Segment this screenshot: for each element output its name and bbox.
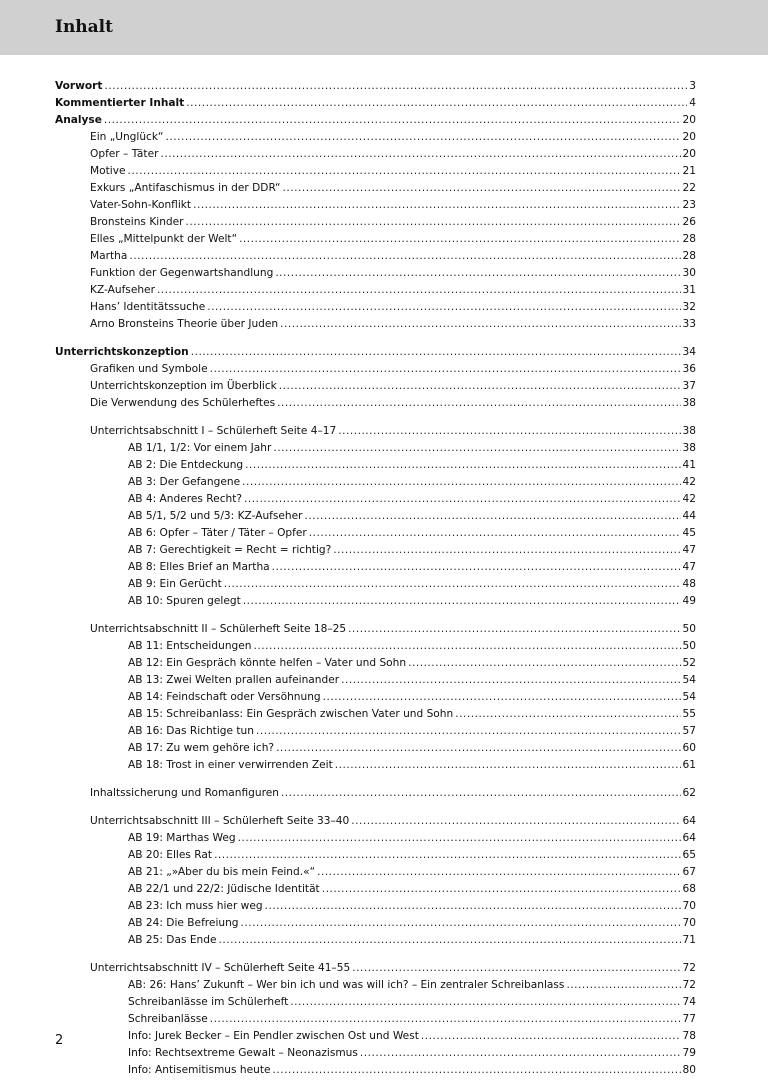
- toc-leader-dots: [279, 378, 681, 395]
- toc-leader-dots: [224, 576, 681, 593]
- toc-entry: [55, 316, 696, 333]
- toc-entry-title: AB 20: Elles Rat: [128, 849, 213, 861]
- toc-leader-dots: [408, 655, 680, 672]
- toc-entry-page: 64: [682, 832, 696, 844]
- toc-entry-page: 4: [689, 97, 696, 109]
- toc-entry: [55, 1028, 696, 1045]
- toc-entry: [55, 542, 696, 559]
- toc-entry-title: Martha: [90, 250, 128, 262]
- toc-entry-title: Schreibanlässe im Schülerheft: [128, 996, 289, 1008]
- toc-entry-title: Bronsteins Kinder: [90, 216, 184, 228]
- toc-leader-dots: [351, 813, 680, 830]
- toc-entry: [55, 757, 696, 774]
- toc-entry: [55, 1045, 696, 1062]
- toc-leader-dots: [273, 1062, 681, 1079]
- toc-leader-dots: [455, 706, 680, 723]
- toc-entry: [55, 559, 696, 576]
- toc-leader-dots: [275, 265, 680, 282]
- toc-leader-dots: [129, 248, 680, 265]
- toc-entry-page: 42: [682, 476, 696, 488]
- toc-entry-title: AB: 26: Hans’ Zukunft – Wer bin ich und was will ich? – Ein zentraler Schreibanlass: [128, 979, 565, 991]
- toc-entry-page: 20: [682, 114, 696, 126]
- toc-entry: [55, 1062, 696, 1079]
- toc-leader-dots: [322, 881, 681, 898]
- toc-leader-dots: [277, 395, 680, 412]
- toc-entry: [55, 265, 696, 282]
- toc-entry-page: 3: [689, 80, 696, 92]
- toc-entry-title: AB 23: Ich muss hier weg: [128, 900, 263, 912]
- toc-entry-title: AB 18: Trost in einer verwirrenden Zeit: [128, 759, 333, 771]
- toc-entry-page: 34: [682, 346, 696, 358]
- toc-entry-title: Inhaltssicherung und Romanfiguren: [90, 787, 279, 799]
- toc-entry: [55, 706, 696, 723]
- toc-entry-title: Unterrichtsabschnitt II – Schülerheft Seite 18–25: [90, 623, 347, 635]
- toc-entry: [55, 723, 696, 740]
- toc-entry-page: 28: [682, 233, 696, 245]
- toc-entry-page: 78: [682, 1030, 696, 1042]
- toc-entry: [55, 576, 696, 593]
- toc-entry-page: 38: [682, 397, 696, 409]
- toc-entry-title: Unterrichtsabschnitt I – Schülerheft Seite 4–17: [90, 425, 337, 437]
- toc-entry: [55, 231, 696, 248]
- toc-entry-page: 26: [682, 216, 696, 228]
- toc-entry: [55, 146, 696, 163]
- toc-entry: [55, 344, 696, 361]
- toc-entry-page: 80: [682, 1064, 696, 1076]
- toc-entry-title: AB 12: Ein Gespräch könnte helfen – Vater und Sohn: [128, 657, 407, 669]
- toc-entry-title: Info: Rechtsextreme Gewalt – Neonazismus: [128, 1047, 358, 1059]
- toc-leader-dots: [333, 542, 680, 559]
- toc-entry-title: AB 11: Entscheidungen: [128, 640, 252, 652]
- toc-entry: [55, 689, 696, 706]
- toc-leader-dots: [280, 316, 680, 333]
- toc-leader-dots: [214, 847, 680, 864]
- toc-entry: [55, 440, 696, 457]
- toc-entry-page: 37: [682, 380, 696, 392]
- toc-entry-title: Info: Antisemitismus heute: [128, 1064, 271, 1076]
- toc-entry: [55, 638, 696, 655]
- toc-entry-title: AB 4: Anderes Recht?: [128, 493, 243, 505]
- toc-leader-dots: [272, 559, 681, 576]
- toc-entry-page: 74: [682, 996, 696, 1008]
- toc-entry-page: 67: [682, 866, 696, 878]
- toc-entry: [55, 423, 696, 440]
- toc-entry: [55, 299, 696, 316]
- toc-leader-dots: [219, 932, 681, 949]
- toc-leader-dots: [273, 440, 680, 457]
- toc-entry: [55, 830, 696, 847]
- toc-leader-dots: [238, 830, 681, 847]
- toc-entry: [55, 593, 696, 610]
- toc-entry-title: Analyse: [55, 114, 102, 126]
- toc-entry: [55, 932, 696, 949]
- toc-entry-page: 22: [682, 182, 696, 194]
- toc-entry-page: 72: [682, 962, 696, 974]
- toc-leader-dots: [265, 898, 681, 915]
- toc-entry-title: AB 15: Schreibanlass: Ein Gespräch zwischen Vater und Sohn: [128, 708, 454, 720]
- toc-entry-title: AB 22/1 und 22/2: Jüdische Identität: [128, 883, 320, 895]
- toc-entry: [55, 491, 696, 508]
- toc-entry-page: 36: [682, 363, 696, 375]
- toc-entry-page: 28: [682, 250, 696, 262]
- toc-entry-page: 70: [682, 900, 696, 912]
- toc-entry: [55, 214, 696, 231]
- toc-entry-title: Info: Jurek Becker – Ein Pendler zwischen Ost und West: [128, 1030, 419, 1042]
- toc-leader-dots: [254, 638, 681, 655]
- toc-leader-dots: [186, 214, 681, 231]
- toc-leader-dots: [335, 757, 681, 774]
- toc-entry: [55, 282, 696, 299]
- toc-entry-page: 48: [682, 578, 696, 590]
- toc-entry-title: AB 9: Ein Gerücht: [128, 578, 222, 590]
- toc-entry-title: KZ-Aufseher: [90, 284, 155, 296]
- toc-entry-title: Ein „Unglück“: [90, 131, 164, 143]
- toc-leader-dots: [290, 994, 680, 1011]
- toc-entry-title: Kommentierter Inhalt: [55, 97, 185, 109]
- toc-entry-page: 38: [682, 425, 696, 437]
- toc-leader-dots: [338, 423, 680, 440]
- toc-entry: [55, 994, 696, 1011]
- toc-entry-page: 77: [682, 1013, 696, 1025]
- toc-entry-page: 20: [682, 148, 696, 160]
- page-header: [0, 0, 768, 55]
- toc-entry: [55, 95, 696, 112]
- toc-entry: [55, 395, 696, 412]
- toc-entry-page: 79: [682, 1047, 696, 1059]
- toc-entry-page: 21: [682, 165, 696, 177]
- toc-leader-dots: [241, 915, 681, 932]
- toc-entry-page: 44: [682, 510, 696, 522]
- toc-entry-title: Elles „Mittelpunkt der Welt“: [90, 233, 238, 245]
- toc-leader-dots: [421, 1028, 681, 1045]
- toc-entry: [55, 78, 696, 95]
- toc-entry-title: Grafiken und Symbole: [90, 363, 208, 375]
- toc-entry-title: Opfer – Täter: [90, 148, 159, 160]
- toc-entry: [55, 881, 696, 898]
- toc-leader-dots: [566, 977, 680, 994]
- toc-entry-page: 32: [682, 301, 696, 313]
- toc-leader-dots: [305, 508, 681, 525]
- toc-entry: [55, 915, 696, 932]
- toc-entry-page: 30: [682, 267, 696, 279]
- toc-entry: [55, 457, 696, 474]
- toc-entry: [55, 977, 696, 994]
- toc-leader-dots: [309, 525, 681, 542]
- toc-entry: [55, 112, 696, 129]
- toc-entry-page: 20: [682, 131, 696, 143]
- toc-leader-dots: [283, 180, 681, 197]
- toc-leader-dots: [186, 95, 687, 112]
- toc-entry: [55, 898, 696, 915]
- toc-entry-title: AB 16: Das Richtige tun: [128, 725, 254, 737]
- toc-entry-page: 45: [682, 527, 696, 539]
- toc-entry: [55, 847, 696, 864]
- toc-entry-title: Unterrichtsabschnitt IV – Schülerheft Seite 41–55: [90, 962, 351, 974]
- toc-entry-title: AB 10: Spuren gelegt: [128, 595, 241, 607]
- toc-entry-title: AB 6: Opfer – Täter / Täter – Opfer: [128, 527, 307, 539]
- toc-entry-page: 60: [682, 742, 696, 754]
- toc-entry-title: AB 8: Elles Brief an Martha: [128, 561, 270, 573]
- toc-leader-dots: [323, 689, 681, 706]
- toc-leader-dots: [207, 299, 680, 316]
- toc-entry-page: 50: [682, 640, 696, 652]
- toc-entry: [55, 508, 696, 525]
- toc-entry-title: Hans’ Identitätssuche: [90, 301, 206, 313]
- page-number: 2: [55, 1033, 64, 1048]
- toc-entry-title: AB 14: Feindschaft oder Versöhnung: [128, 691, 321, 703]
- toc-entry-title: Schreibanlässe: [128, 1013, 208, 1025]
- toc-leader-dots: [281, 785, 681, 802]
- toc-entry: [55, 960, 696, 977]
- toc-entry-title: AB 7: Gerechtigkeit = Recht = richtig?: [128, 544, 332, 556]
- toc-entry: [55, 474, 696, 491]
- toc-leader-dots: [157, 282, 681, 299]
- toc-entry-page: 62: [682, 787, 696, 799]
- toc-entry-page: 68: [682, 883, 696, 895]
- toc-entry-page: 54: [682, 691, 696, 703]
- toc-leader-dots: [276, 740, 680, 757]
- toc-leader-dots: [210, 1011, 681, 1028]
- toc-leader-dots: [348, 621, 680, 638]
- toc-entry-title: Vater-Sohn-Konflikt: [90, 199, 192, 211]
- toc-leader-dots: [191, 344, 681, 361]
- toc-leader-dots: [104, 78, 687, 95]
- toc-entry-page: 42: [682, 493, 696, 505]
- toc-entry-title: AB 1/1, 1/2: Vor einem Jahr: [128, 442, 272, 454]
- toc-leader-dots: [245, 457, 680, 474]
- toc-entry-page: 33: [682, 318, 696, 330]
- page-title: Inhalt: [55, 17, 113, 37]
- toc-leader-dots: [341, 672, 680, 689]
- toc-entry: [55, 864, 696, 881]
- toc-entry: [55, 378, 696, 395]
- toc-entry: [55, 361, 696, 378]
- toc-entry-page: 38: [682, 442, 696, 454]
- toc-entry: [55, 740, 696, 757]
- toc-entry-page: 64: [682, 815, 696, 827]
- toc-leader-dots: [239, 231, 680, 248]
- toc-entry-page: 41: [682, 459, 696, 471]
- toc-entry-page: 65: [682, 849, 696, 861]
- toc-entry-page: 54: [682, 674, 696, 686]
- toc-entry-title: AB 13: Zwei Welten prallen aufeinander: [128, 674, 340, 686]
- toc-entry-title: AB 5/1, 5/2 und 5/3: KZ-Aufseher: [128, 510, 303, 522]
- toc-leader-dots: [128, 163, 681, 180]
- toc-leader-dots: [244, 491, 681, 508]
- toc-leader-dots: [243, 593, 681, 610]
- toc-entry-title: AB 17: Zu wem gehöre ich?: [128, 742, 275, 754]
- toc-entry: [55, 785, 696, 802]
- toc-entry: [55, 655, 696, 672]
- toc-entry-page: 70: [682, 917, 696, 929]
- toc-entry-page: 50: [682, 623, 696, 635]
- toc-leader-dots: [104, 112, 681, 129]
- toc-entry: [55, 163, 696, 180]
- toc-entry-title: Unterrichtskonzeption: [55, 346, 189, 358]
- table-of-contents: [55, 78, 696, 1079]
- toc-entry: [55, 197, 696, 214]
- toc-entry: [55, 180, 696, 197]
- toc-entry-title: AB 24: Die Befreiung: [128, 917, 239, 929]
- toc-entry-page: 23: [682, 199, 696, 211]
- toc-entry: [55, 621, 696, 638]
- toc-entry-title: Die Verwendung des Schülerheftes: [90, 397, 276, 409]
- toc-leader-dots: [317, 864, 680, 881]
- toc-entry-page: 61: [682, 759, 696, 771]
- toc-entry-title: Vorwort: [55, 80, 103, 92]
- toc-entry-page: 71: [682, 934, 696, 946]
- toc-entry: [55, 248, 696, 265]
- toc-entry: [55, 525, 696, 542]
- toc-entry-title: Exkurs „Antifaschismus in der DDR“: [90, 182, 281, 194]
- toc-entry-page: 72: [682, 979, 696, 991]
- toc-leader-dots: [242, 474, 680, 491]
- toc-entry-title: AB 25: Das Ende: [128, 934, 217, 946]
- toc-leader-dots: [160, 146, 680, 163]
- toc-entry-title: Motive: [90, 165, 126, 177]
- toc-entry-title: Unterrichtsabschnitt III – Schülerheft Seite 33–40: [90, 815, 350, 827]
- toc-leader-dots: [166, 129, 681, 146]
- toc-entry-page: 57: [682, 725, 696, 737]
- toc-leader-dots: [360, 1045, 681, 1062]
- toc-entry: [55, 1011, 696, 1028]
- toc-leader-dots: [193, 197, 680, 214]
- toc-leader-dots: [210, 361, 681, 378]
- toc-entry: [55, 813, 696, 830]
- toc-leader-dots: [256, 723, 681, 740]
- toc-entry-title: AB 2: Die Entdeckung: [128, 459, 244, 471]
- toc-entry-title: Unterrichtskonzeption im Überblick: [90, 380, 277, 392]
- toc-entry: [55, 672, 696, 689]
- toc-entry-title: Arno Bronsteins Theorie über Juden: [90, 318, 279, 330]
- toc-entry-page: 47: [682, 544, 696, 556]
- toc-entry-title: AB 3: Der Gefangene: [128, 476, 241, 488]
- toc-entry: [55, 129, 696, 146]
- toc-entry-title: Funktion der Gegenwartshandlung: [90, 267, 274, 279]
- toc-entry-title: AB 19: Marthas Weg: [128, 832, 236, 844]
- toc-entry-page: 52: [682, 657, 696, 669]
- toc-entry-title: AB 21: „»Aber du bis mein Feind.«“: [128, 866, 316, 878]
- toc-entry-page: 47: [682, 561, 696, 573]
- toc-entry-page: 49: [682, 595, 696, 607]
- toc-entry-page: 55: [682, 708, 696, 720]
- toc-leader-dots: [352, 960, 680, 977]
- toc-entry-page: 31: [682, 284, 696, 296]
